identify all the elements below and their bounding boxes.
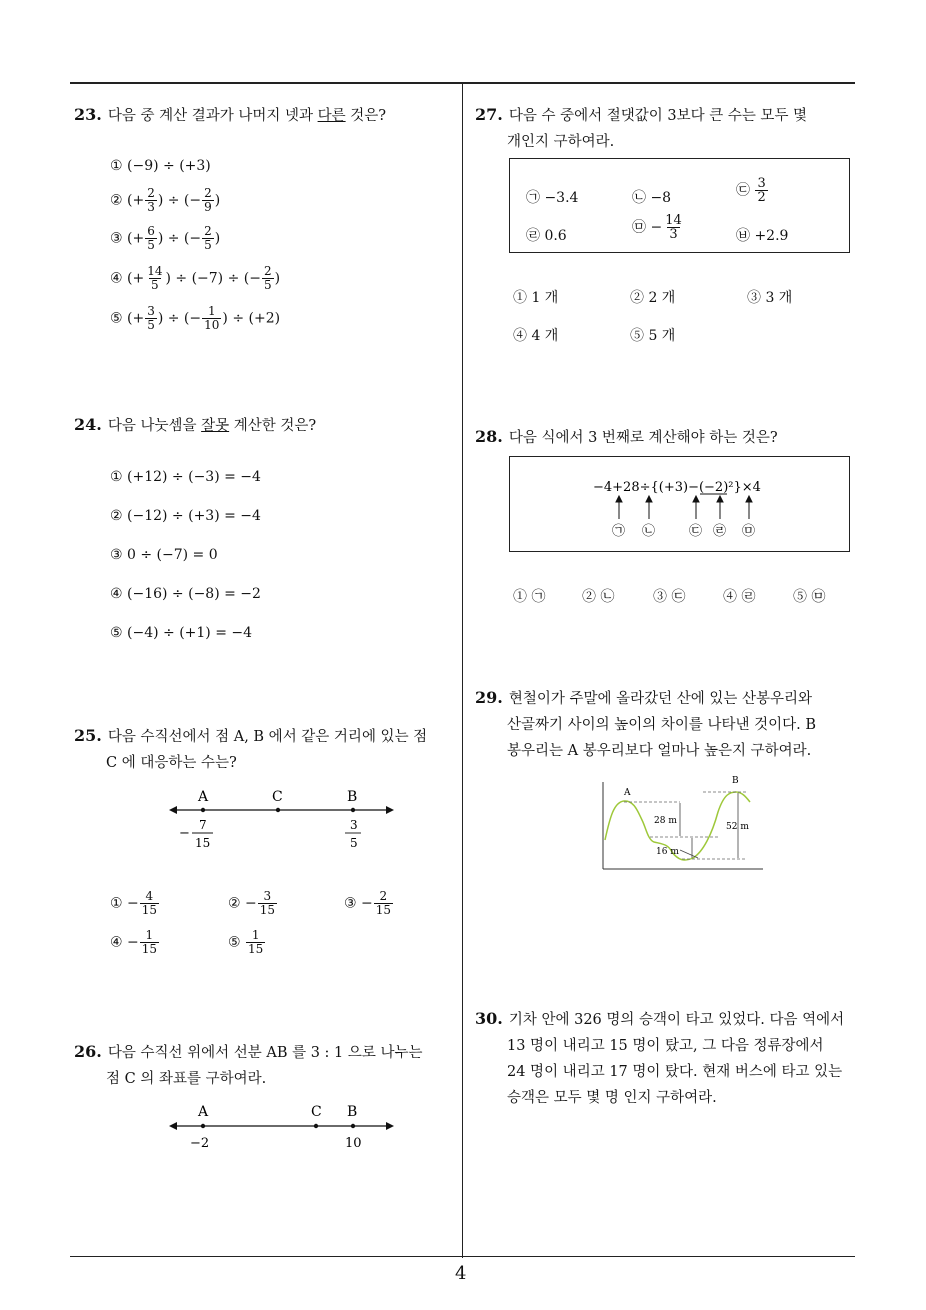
question-25: 25. 다음 수직선에서 점 A, B 에서 같은 거리에 있는 점 C 에 대응하는 수는?	[74, 726, 428, 771]
q28-expression-box	[509, 456, 850, 552]
q27-option-3[interactable]: ③ 3 개	[747, 290, 793, 306]
svg-text:10: 10	[345, 1136, 362, 1151]
point-a	[201, 808, 205, 812]
label-b: B	[347, 789, 358, 805]
q28-option-1[interactable]: ① ㉠	[513, 589, 546, 605]
question-24: 24. 다음 나눗셈을 잘못 계산한 것은?	[74, 415, 317, 434]
svg-text:−2: −2	[190, 1136, 210, 1151]
svg-text:5: 5	[350, 836, 358, 850]
svg-text:㉡: ㉡	[642, 524, 656, 539]
svg-text:16 m: 16 m	[656, 847, 679, 857]
question-number: 23.	[74, 105, 102, 124]
q27-number-box: ㉠ −3.4 ㉡ −8 ㉢ $\frac{3}{2}$ ㉣ 0.6 ㉤ − $\frac{14}{3}$ ㉥ +2.9	[509, 158, 850, 253]
q28-expression	[510, 457, 849, 551]
q23-option-2[interactable]: ② (+ $\frac{2}{3}$ ) ÷ (− $\frac{2}{9}$ )	[110, 186, 221, 214]
svg-text:C: C	[311, 1104, 322, 1120]
question-30: 30. 기차 안에 326 명의 승객이 타고 있었다. 다음 역에서 13 명이 내리고 15 명이 탔고, 그 다음 정류장에서 24 명이 내리고 17 명이 탔다. 현재 버스에 타고 있는 승객은 모두 몇 명 인지 구하여라.	[475, 1009, 845, 1106]
svg-text:3: 3	[350, 818, 358, 832]
q27-option-4[interactable]: ④ 4 개	[513, 328, 559, 344]
svg-text:−: −	[179, 826, 190, 841]
svg-text:A: A	[198, 1104, 209, 1120]
bottom-rule	[70, 1256, 855, 1257]
question-27: 27. 다음 수 중에서 절댓값이 3보다 큰 수는 모두 몇 개인지 구하여라.	[475, 105, 808, 150]
q25-option-2[interactable]: ② − $\frac{3}{15}$	[228, 889, 276, 917]
q24-option-1[interactable]: ① (+12) ÷ (−3) = −4	[110, 469, 261, 485]
q24-option-4[interactable]: ④ (−16) ÷ (−8) = −2	[110, 586, 261, 602]
question-23: 23. 다음 중 계산 결과가 나머지 넷과 다른 것은?	[74, 105, 387, 124]
column-divider	[462, 83, 463, 1258]
point-b	[351, 808, 355, 812]
svg-text:52 m: 52 m	[726, 822, 749, 832]
q28-option-2[interactable]: ② ㉡	[582, 589, 615, 605]
q23-option-5[interactable]: ⑤ (+ $\frac{3}{5}$ ) ÷ (− $\frac{1}{10}$ ) ÷ (+2)	[110, 304, 281, 332]
q23-option-3[interactable]: ③ (+ $\frac{6}{5}$ ) ÷ (− $\frac{2}{5}$ )	[110, 224, 221, 252]
point-c	[276, 808, 280, 812]
q28-option-5[interactable]: ⑤ ㉤	[793, 589, 826, 605]
question-29: 29. 현철이가 주말에 올라갔던 산에 있는 산봉우리와 산골짜기 사이의 높이의 차이를 나타낸 것이다. B 봉우리는 A 봉우리보다 얼마나 높은지 구하여라.	[475, 688, 817, 759]
q29-mountain-figure	[598, 772, 768, 877]
point-b	[351, 1124, 355, 1128]
point-c	[314, 1124, 318, 1128]
question-26: 26. 다음 수직선 위에서 선분 AB 를 3 : 1 으로 나누는 점 C 의 좌표를 구하여라.	[74, 1042, 423, 1087]
q25-option-3[interactable]: ③ − $\frac{2}{15}$	[344, 889, 392, 917]
page-number: 4	[455, 1263, 467, 1284]
q28-option-3[interactable]: ③ ㉢	[653, 589, 686, 605]
q27-option-5[interactable]: ⑤ 5 개	[630, 328, 676, 344]
q23-option-1[interactable]: ① (−9) ÷ (+3)	[110, 158, 211, 174]
q26-number-line	[165, 1100, 405, 1155]
svg-text:㉤: ㉤	[742, 524, 756, 539]
svg-text:㉣: ㉣	[713, 524, 727, 539]
label-a: A	[198, 789, 209, 805]
svg-text:28 m: 28 m	[654, 816, 677, 826]
svg-text:B: B	[732, 776, 739, 786]
q25-option-4[interactable]: ④ − $\frac{1}{15}$	[110, 928, 158, 956]
svg-text:7: 7	[199, 818, 207, 832]
q25-number-line	[165, 785, 405, 860]
q23-option-4[interactable]: ④ (+ $\frac{14}{5}$ ) ÷ (−7) ÷ (− $\frac{2}{5}$ )	[110, 264, 281, 292]
svg-text:−4+28÷{(+3)−(−2)²}×4: −4+28÷{(+3)−(−2)²}×4	[593, 480, 761, 495]
q27-option-1[interactable]: ① 1 개	[513, 290, 559, 306]
svg-text:15: 15	[195, 836, 211, 850]
q25-option-5[interactable]: ⑤ $\frac{1}{15}$	[228, 928, 264, 956]
svg-text:B: B	[347, 1104, 358, 1120]
label-c: C	[272, 789, 283, 805]
q24-option-5[interactable]: ⑤ (−4) ÷ (+1) = −4	[110, 625, 253, 641]
svg-text:㉢: ㉢	[689, 524, 703, 539]
q24-option-2[interactable]: ② (−12) ÷ (+3) = −4	[110, 508, 261, 524]
q27-option-2[interactable]: ② 2 개	[630, 290, 676, 306]
q24-option-3[interactable]: ③ 0 ÷ (−7) = 0	[110, 547, 218, 563]
svg-text:A: A	[624, 788, 631, 798]
question-28: 28. 다음 식에서 3 번째로 계산해야 하는 것은?	[475, 427, 778, 446]
point-a	[201, 1124, 205, 1128]
q25-option-1[interactable]: ① − $\frac{4}{15}$	[110, 889, 158, 917]
q28-option-4[interactable]: ④ ㉣	[723, 589, 756, 605]
svg-text:㉠: ㉠	[612, 524, 626, 539]
